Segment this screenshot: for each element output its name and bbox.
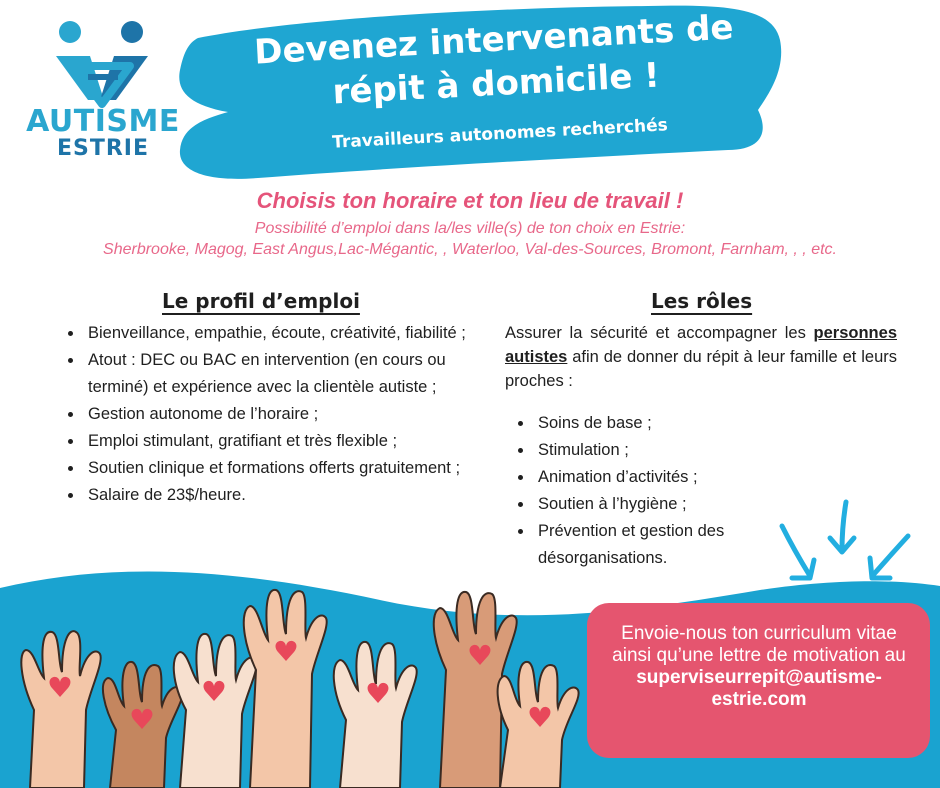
list-item: • Prévention et gestion des désorganisations. bbox=[534, 518, 804, 572]
roles-intro-end: afin de donner du répit à leur famille et leurs proches : bbox=[505, 348, 897, 390]
profil-list bbox=[62, 320, 496, 509]
list-item: • Emploi stimulant, gratifiant et très flexible ; bbox=[84, 428, 496, 455]
list-item: • Soins de base ; bbox=[534, 410, 804, 437]
contact-text bbox=[600, 623, 918, 711]
logo-word-estrie: ESTRIE bbox=[56, 136, 150, 161]
list-item: • Bienveillance, empathie, écoute, créativité, fiabilité ; bbox=[84, 320, 496, 347]
list-item: • Animation d’activités ; bbox=[534, 464, 804, 491]
list-item: • Atout : DEC ou BAC en intervention (en cours ou terminé) et expérience avec la clientèle autiste ; bbox=[84, 347, 496, 401]
intro-line-1: Possibilité d’emploi dans la/les ville(s) de ton choix en Estrie: bbox=[254, 220, 686, 237]
logo-word-autisme: AUTISME bbox=[26, 104, 180, 139]
roles-list bbox=[512, 410, 804, 572]
headline: Choisis ton horaire et ton lieu de travail ! bbox=[256, 188, 684, 213]
contact-email-link[interactable]: superviseurrepit@autisme-estrie.com bbox=[636, 667, 882, 710]
page-subtitle: Travailleurs autonomes recherchés bbox=[331, 115, 669, 153]
list-item: • Soutien clinique et formations offerts gratuitement ; bbox=[84, 455, 496, 482]
list-item: • Soutien à l’hygiène ; bbox=[534, 491, 804, 518]
contact-message: Envoie-nous ton curriculum vitae ainsi qu’une lettre de motivation au bbox=[612, 623, 906, 666]
roles-title: Les rôles bbox=[651, 289, 753, 313]
roles-intro bbox=[505, 321, 897, 393]
roles-intro-bold: personnes autistes bbox=[505, 324, 897, 366]
title-line-1: Devenez intervenants de bbox=[253, 7, 735, 73]
roles-intro-start: Assurer la sécurité et accompagner les bbox=[505, 324, 814, 342]
profil-title: Le profil d’emploi bbox=[162, 289, 360, 313]
list-item: • Gestion autonome de l’horaire ; bbox=[84, 401, 496, 428]
list-item: • Stimulation ; bbox=[534, 437, 804, 464]
list-item: • Salaire de 23$/heure. bbox=[84, 482, 496, 509]
intro-cities: Sherbrooke, Magog, East Angus,Lac-Mégantic, , Waterloo, Val-des-Sources, Bromont, Farnham, , , etc. bbox=[103, 241, 837, 258]
title-line-2: répit à domicile ! bbox=[331, 55, 661, 113]
